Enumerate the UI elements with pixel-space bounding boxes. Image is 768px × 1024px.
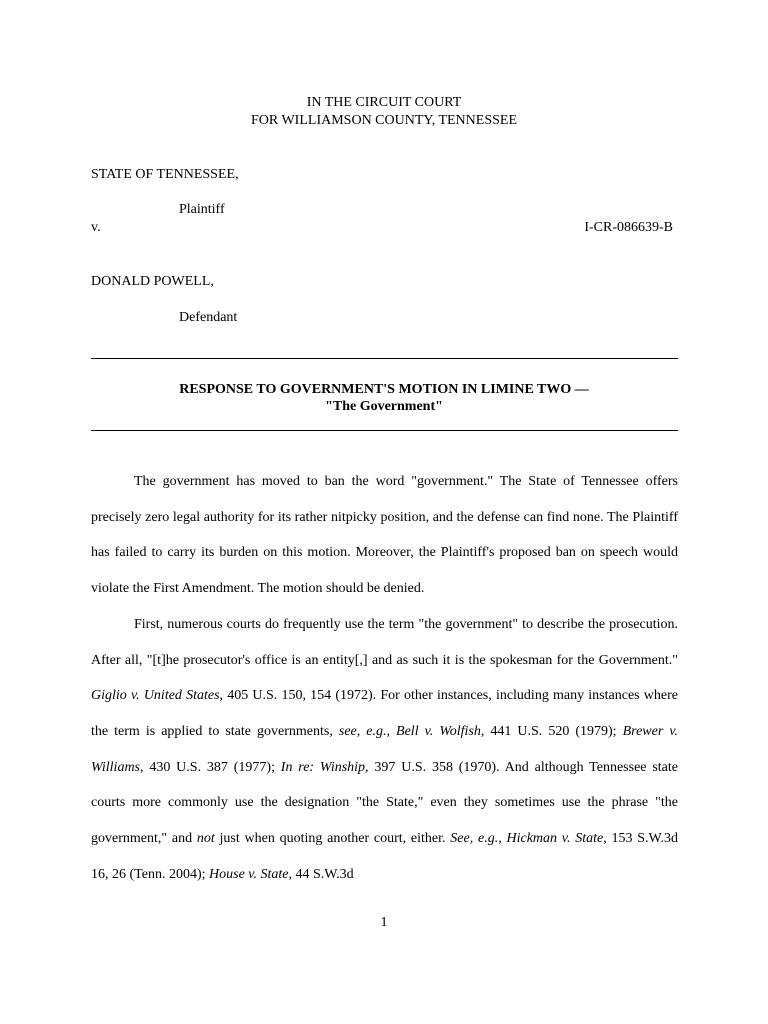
divider-top	[91, 358, 678, 359]
versus: v.	[91, 220, 101, 235]
paragraph-2-text: , 44 S.W.3d	[288, 866, 354, 882]
defendant-role: Defendant	[179, 310, 238, 325]
paragraph-2-text: just when quoting another court, either.	[214, 831, 451, 847]
paragraph-2-text: , 397 U.S. 358 (1970). And although Tennessee state courts more commonly use the designation "the State," even they sometimes use the phrase "the government," and	[91, 759, 678, 847]
case-citation: In re: Winship	[280, 759, 366, 775]
defendant-name: DONALD POWELL,	[91, 274, 214, 289]
emphasis: not	[196, 831, 215, 847]
paragraph-1: The government has moved to ban the word "government." The State of Tennessee offers precisely zero legal authority for its rather nitpicky position, and the defense can find none. The Plaintiff has failed to carry its burden on this motion. Moreover, the Plaintiff's proposed ban on speech would violate the First Amendment. The motion should be denied.	[91, 474, 678, 597]
court-name-line-2: FOR WILLIAMSON COUNTY, TENNESSEE	[250, 113, 517, 128]
case-number: I-CR-086639-B	[584, 220, 673, 235]
case-citation: Giglio v. United States	[91, 688, 220, 704]
case-citation: Brewer v. Williams	[91, 723, 678, 775]
paragraph-2-text: , 430 U.S. 387 (1977);	[140, 759, 281, 775]
paragraph-2-text: , 441 U.S. 520 (1979);	[480, 723, 623, 739]
paragraph-2-text: First, numerous courts do frequently use the term "the government" to describe the prosecution. After all, "[t]he prosecutor's office is an entity[,] and as such it is the spokesman for the Government."	[91, 616, 678, 668]
court-name-line-1: IN THE CIRCUIT COURT	[306, 95, 462, 110]
paragraph-2	[91, 607, 678, 893]
page-number: 1	[380, 915, 388, 930]
plaintiff-name: STATE OF TENNESSEE,	[91, 167, 239, 182]
plaintiff-role: Plaintiff	[179, 202, 225, 217]
divider-bottom	[91, 430, 678, 431]
case-citation: See, e.g., Hickman v. State	[450, 831, 604, 847]
paragraph-2-text: , 405 U.S. 150, 154 (1972). For other instances, including many instances where the term is applied to state governments,	[91, 688, 678, 739]
case-citation: see, e.g., Bell v. Wolfish	[338, 723, 481, 739]
motion-title-line-2: "The Government"	[325, 399, 443, 414]
body-text	[91, 464, 678, 892]
case-citation: House v. State	[209, 866, 289, 882]
paragraph-2-text: , 153 S.W.3d 16, 26 (Tenn. 2004);	[91, 831, 678, 882]
motion-title-line-1: RESPONSE TO GOVERNMENT'S MOTION IN LIMINE TWO —	[179, 382, 589, 397]
